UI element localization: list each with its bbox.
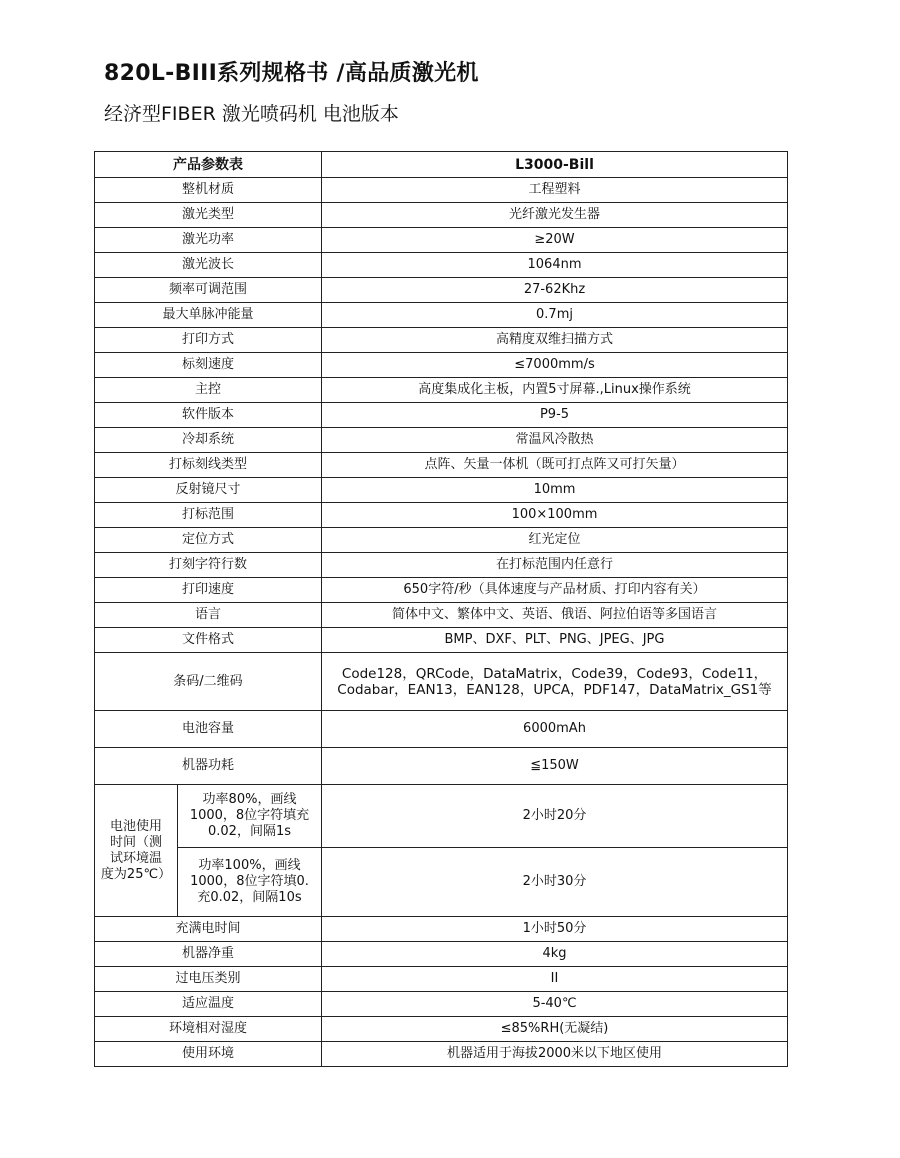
battery-time-label [95,785,178,917]
document-subtitle: 经济型FIBER 激光喷码机 电池版本 [104,103,399,125]
table-row [95,528,788,553]
param-value: 650字符/秒（具体速度与产品材质、打印内容有关） [322,578,788,603]
document-title: 820L-BIII系列规格书 /高品质激光机 [104,61,479,86]
param-label: 语言 [95,603,322,628]
param-label: 软件版本 [95,403,322,428]
table-row [95,553,788,578]
param-label: 标刻速度 [95,353,322,378]
param-value: 高度集成化主板，内置5寸屏幕.,Linux操作系统 [322,378,788,403]
battery-test-condition [178,848,322,917]
param-label: 打标范围 [95,503,322,528]
header-param: 产品参数表 [95,152,322,178]
table-row-power-consumption [95,748,788,785]
param-label: 机器功耗 [95,748,322,785]
param-value: 简体中文、繁体中文、英语、俄语、阿拉伯语等多国语言 [322,603,788,628]
table-row [95,178,788,203]
param-value: P9-5 [322,403,788,428]
param-label: 定位方式 [95,528,322,553]
param-label: 条码/二维码 [95,653,322,711]
table-row [95,478,788,503]
param-value: 光纤激光发生器 [322,203,788,228]
param-value: BMP、DXF、PLT、PNG、JPEG、JPG [322,628,788,653]
table-row [95,328,788,353]
param-value [322,653,788,711]
param-label: 过电压类别 [95,967,322,992]
param-label: 电池容量 [95,711,322,748]
param-value: 6000mAh [322,711,788,748]
table-row [95,603,788,628]
table-row [95,942,788,967]
param-label: 打印速度 [95,578,322,603]
param-value: 4kg [322,942,788,967]
param-value: 0.7mj [322,303,788,328]
table-row [95,578,788,603]
param-label: 激光功率 [95,228,322,253]
param-label: 文件格式 [95,628,322,653]
param-value: 27-62Khz [322,278,788,303]
battery-time-label-line: 度为25℃） [100,866,172,882]
table-row-battery-time-1 [95,785,788,848]
battery-time-label-line: 试环境温 [109,850,162,866]
spec-table [94,151,788,1067]
barcode-line: Codabar，EAN13，EAN128，UPCA，PDF147，DataMatrix_GS1等 [337,681,772,698]
table-row [95,1017,788,1042]
param-label: 环境相对湿度 [95,1017,322,1042]
table-row [95,353,788,378]
battery-time-label-line: 电池使用 [109,818,162,834]
table-row [95,1042,788,1067]
param-label: 适应温度 [95,992,322,1017]
param-value: II [322,967,788,992]
param-value: 10mm [322,478,788,503]
param-value: ≤85%RH(无凝结) [322,1017,788,1042]
table-row-battery-capacity [95,711,788,748]
param-value: ≦150W [322,748,788,785]
barcode-line: Code128，QRCode，DataMatrix，Code39，Code93，Code11， [341,665,768,682]
param-value: 2小时30分 [322,848,788,917]
battery-test-condition-line: 功率80%，画线 [202,792,297,807]
param-label: 频率可调范围 [95,278,322,303]
param-value: 高精度双维扫描方式 [322,328,788,353]
table-row [95,253,788,278]
param-value: 工程塑料 [322,178,788,203]
table-row-barcode [95,653,788,711]
battery-test-condition-line: 0.02，间隔1s [208,824,291,839]
param-value: 红光定位 [322,528,788,553]
table-row [95,278,788,303]
param-label: 激光类型 [95,203,322,228]
param-value: 机器适用于海拔2000米以下地区使用 [322,1042,788,1067]
param-value: ≤7000mm/s [322,353,788,378]
param-label: 最大单脉冲能量 [95,303,322,328]
param-value: 1小时50分 [322,917,788,942]
table-row [95,628,788,653]
table-row [95,917,788,942]
param-value: 5-40℃ [322,992,788,1017]
battery-test-condition-line: 1000，8位字符填0. [190,874,309,889]
param-label: 整机材质 [95,178,322,203]
param-label: 冷却系统 [95,428,322,453]
header-model: L3000-Bill [322,152,788,178]
table-row [95,403,788,428]
table-row [95,303,788,328]
table-row [95,378,788,403]
table-row [95,503,788,528]
table-row [95,992,788,1017]
param-label: 打刻字符行数 [95,553,322,578]
param-label: 打印方式 [95,328,322,353]
param-value: ≥20W [322,228,788,253]
param-value: 在打标范围内任意行 [322,553,788,578]
battery-test-condition-line: 1000，8位字符填充 [189,808,310,823]
param-value: 100×100mm [322,503,788,528]
param-label: 激光波长 [95,253,322,278]
table-row-battery-time-2 [95,848,788,917]
param-label: 反射镜尺寸 [95,478,322,503]
param-label: 使用环境 [95,1042,322,1067]
param-value: 2小时20分 [322,785,788,848]
table-row [95,967,788,992]
param-label: 机器净重 [95,942,322,967]
table-row [95,203,788,228]
battery-test-condition [178,785,322,848]
param-value: 常温风冷散热 [322,428,788,453]
table-row [95,453,788,478]
param-label: 打标刻线类型 [95,453,322,478]
param-value: 1064nm [322,253,788,278]
battery-test-condition-line: 功率100%，画线 [198,858,301,873]
param-value: 点阵、矢量一体机（既可打点阵又可打矢量） [322,453,788,478]
battery-time-label-line: 时间（测 [109,834,162,850]
table-row [95,428,788,453]
param-label: 主控 [95,378,322,403]
table-header-row [95,152,788,178]
battery-test-condition-line: 充0.02，间隔10s [197,890,302,905]
table-row [95,228,788,253]
param-label: 充满电时间 [95,917,322,942]
